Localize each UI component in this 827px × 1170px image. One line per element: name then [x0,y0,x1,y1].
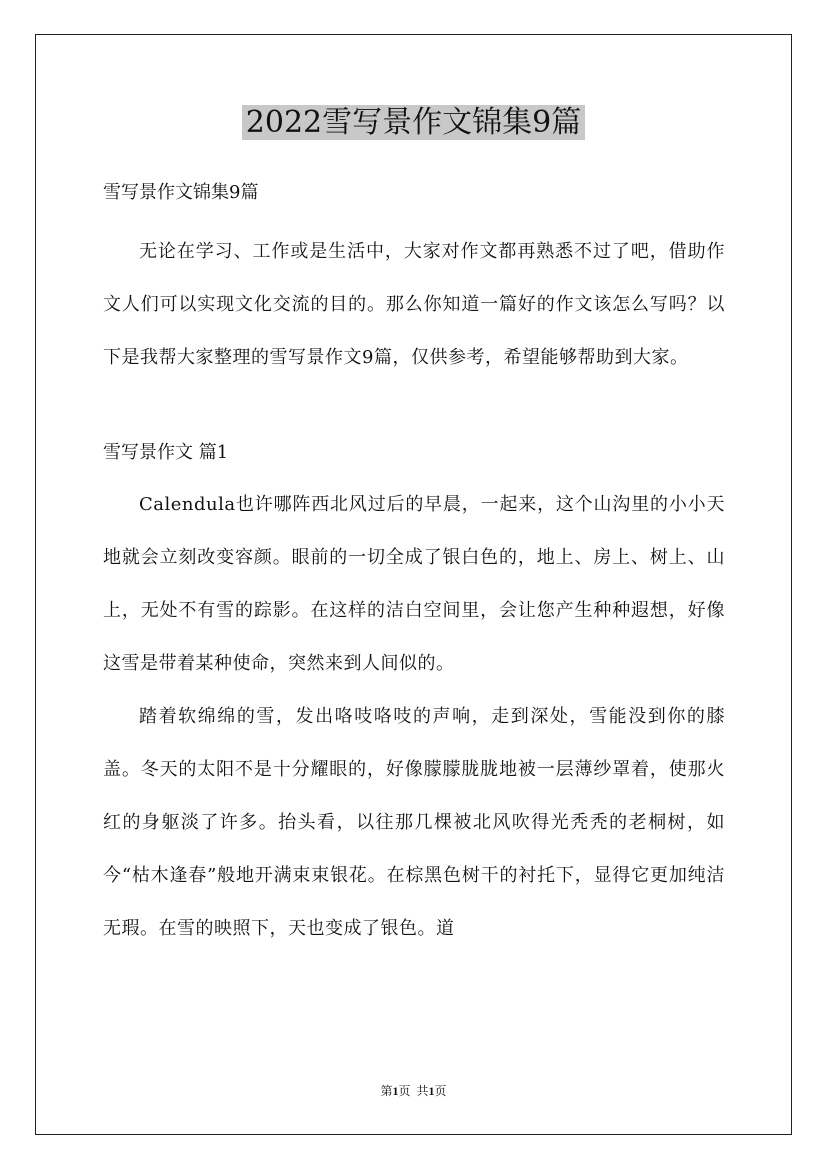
body-paragraph: 踏着软绵绵的雪，发出咯吱咯吱的声响，走到深处，雪能没到你的膝盖。冬天的太阳不是十分耀眼的，好像朦朦胧胧地被一层薄纱罩着，使那火红的身躯淡了许多。抬头看，以往那几棵被北风吹得光秃秃的老桐树，如今“枯木逢春”般地开满束束银花。在棕黑色树干的衬托下，显得它更加纯洁无瑕。在雪的映照下，天也变成了银色。道 [103,706,725,939]
document-title [0,100,827,146]
body-paragraph: Calendula也许哪阵西北风过后的早晨，一起来，这个山沟里的小小天地就会立刻改变容颜。眼前的一切全成了银白色的，地上、房上、树上、山上，无处不有雪的踪影。在这样的洁白空间里，会让您产生种种遐想，好像这雪是带着某种使命，突然来到人间似的。 [103,494,725,674]
footer-current-page: 1 [392,1084,399,1098]
footer-prefix: 第 [380,1084,393,1098]
page-footer [0,1082,827,1099]
footer-total-pages: 1 [428,1084,435,1098]
intro-paragraph: 无论在学习、工作或是生活中，大家对作文都再熟悉不过了吧，借助作文人们可以实现文化交流的目的。那么你知道一篇好的作文该怎么写吗？以下是我帮大家整理的雪写景作文9篇，仅供参考，希望能够帮助到大家。 [103,241,725,368]
footer-suffix: 页 [434,1084,447,1098]
document-title-text: 2022雪写景作文锦集9篇 [242,105,585,140]
footer-mid: 页 共 [398,1084,429,1098]
document-subtitle: 雪写景作文锦集9篇 [103,182,259,203]
section-heading: 雪写景作文 篇1 [103,442,229,463]
document-body [103,174,725,955]
